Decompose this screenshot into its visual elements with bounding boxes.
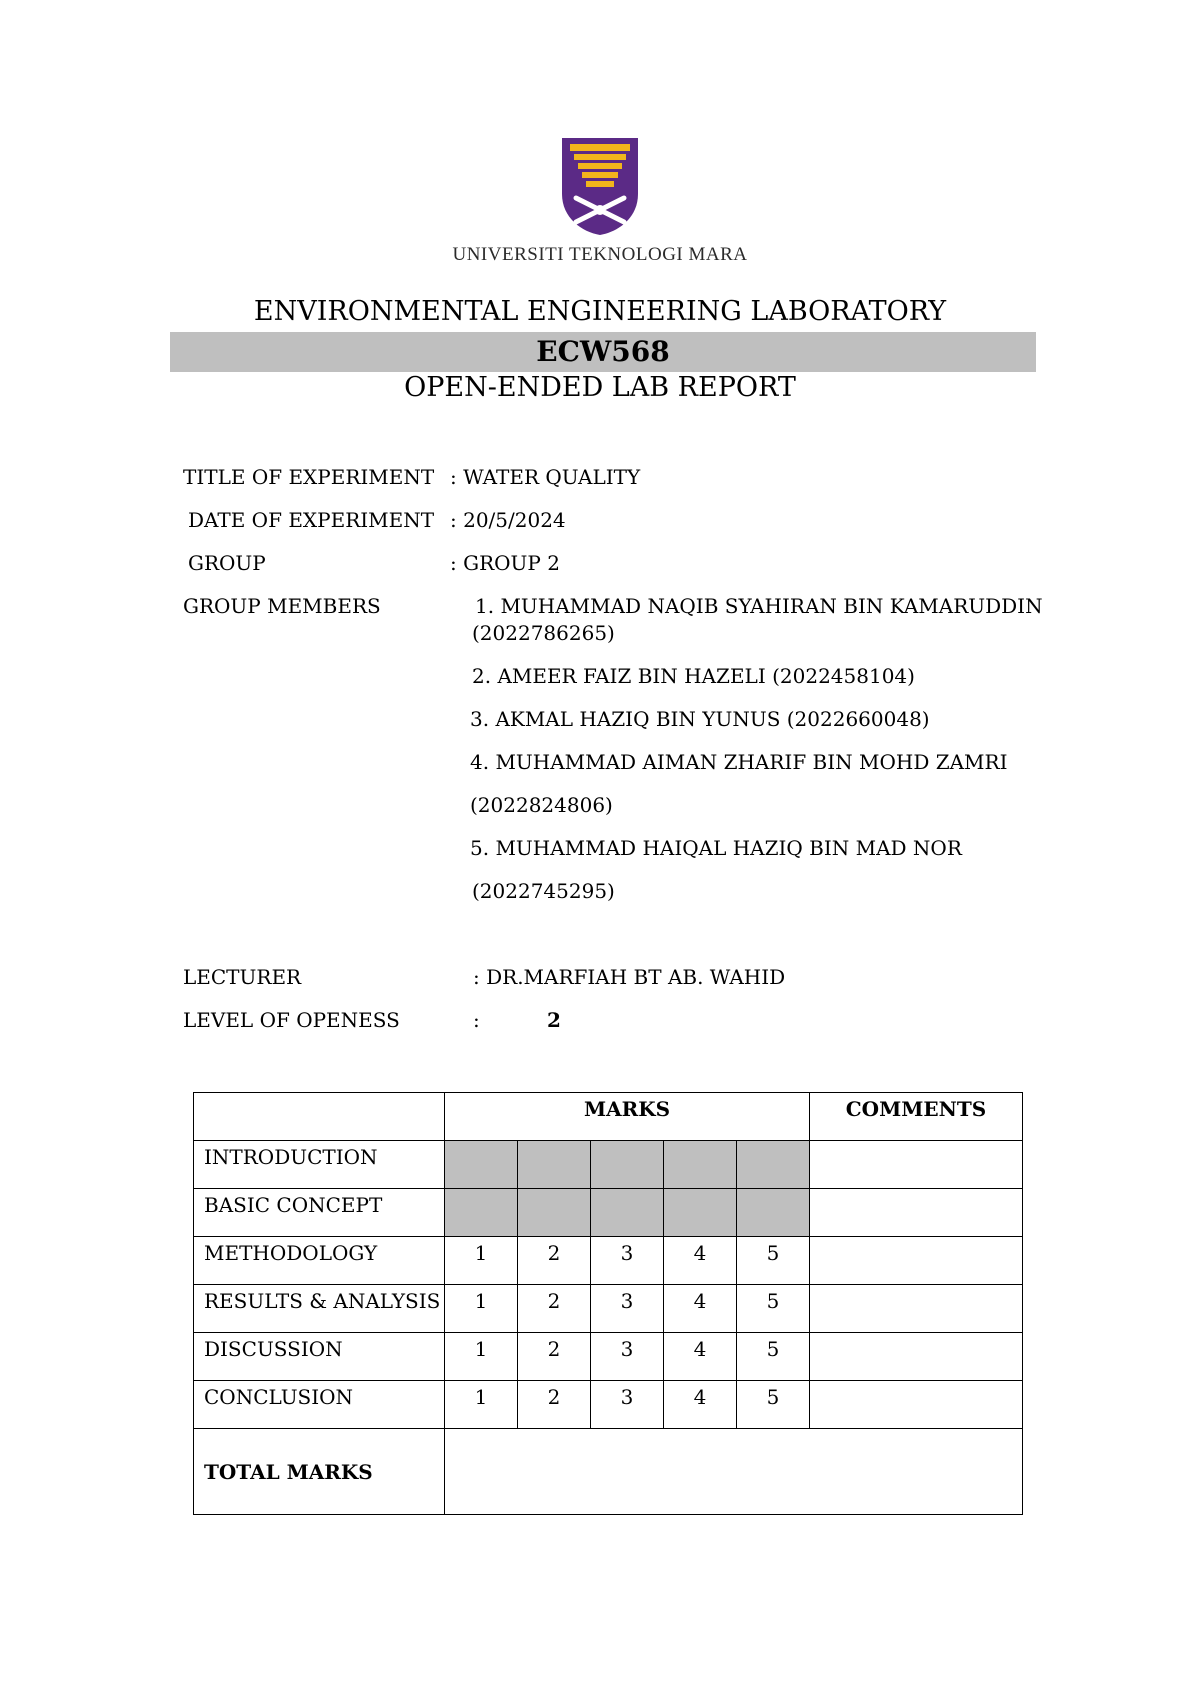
score-cell: 2	[518, 1381, 591, 1429]
group-value: : GROUP 2	[450, 551, 560, 575]
lab-title: ENVIRONMENTAL ENGINEERING LABORATORY	[253, 296, 947, 327]
criterion-label: CONCLUSION	[194, 1381, 445, 1429]
empty-header-cell	[194, 1093, 445, 1141]
date-value: : 20/5/2024	[450, 508, 566, 532]
score-cell: 5	[737, 1237, 810, 1285]
score-cell: 3	[591, 1237, 664, 1285]
total-row	[194, 1429, 1023, 1515]
criterion-label: INTRODUCTION	[194, 1141, 445, 1189]
marks-header: MARKS	[445, 1093, 810, 1141]
table-row	[194, 1141, 1023, 1189]
comment-cell	[810, 1381, 1023, 1429]
table-header-row	[194, 1093, 1023, 1141]
score-cell: 1	[445, 1381, 518, 1429]
member-line: 4. MUHAMMAD AIMAN ZHARIF BIN MOHD ZAMRI	[470, 750, 1008, 774]
table-row	[194, 1237, 1023, 1285]
criterion-label: RESULTS & ANALYSIS	[194, 1285, 445, 1333]
score-cell: 5	[737, 1381, 810, 1429]
members-label: GROUP MEMBERS	[183, 594, 381, 618]
comment-cell	[810, 1285, 1023, 1333]
member-line: 1. MUHAMMAD NAQIB SYAHIRAN BIN KAMARUDDIN	[475, 594, 1043, 618]
table-row	[194, 1189, 1023, 1237]
score-cell: 4	[664, 1285, 737, 1333]
score-cell: 4	[664, 1333, 737, 1381]
score-cell: 4	[664, 1381, 737, 1429]
score-cell: 5	[737, 1333, 810, 1381]
score-cell	[664, 1141, 737, 1189]
score-cell: 1	[445, 1237, 518, 1285]
uitm-crest-icon	[560, 136, 640, 236]
member-line: 2. AMEER FAIZ BIN HAZELI (2022458104)	[472, 664, 915, 688]
table-row	[194, 1333, 1023, 1381]
score-cell	[591, 1189, 664, 1237]
openness-label: LEVEL OF OPENESS	[183, 1008, 400, 1032]
title-value: : WATER QUALITY	[450, 465, 641, 489]
score-cell	[518, 1141, 591, 1189]
member-line: (2022745295)	[472, 879, 615, 903]
score-cell: 3	[591, 1285, 664, 1333]
table-row	[194, 1285, 1023, 1333]
score-cell	[737, 1189, 810, 1237]
score-cell: 2	[518, 1285, 591, 1333]
lecturer-value: : DR.MARFIAH BT AB. WAHID	[473, 965, 786, 989]
member-line: (2022824806)	[470, 793, 613, 817]
university-logo	[0, 136, 1200, 240]
openness-value: 2	[547, 1008, 561, 1032]
comment-cell	[810, 1333, 1023, 1381]
score-cell: 2	[518, 1237, 591, 1285]
comments-header: COMMENTS	[810, 1093, 1023, 1141]
member-line: 5. MUHAMMAD HAIQAL HAZIQ BIN MAD NOR	[470, 836, 962, 860]
course-code: ECW568	[170, 332, 1036, 372]
criterion-label: DISCUSSION	[194, 1333, 445, 1381]
criterion-label: METHODOLOGY	[194, 1237, 445, 1285]
score-cell	[737, 1141, 810, 1189]
criterion-label: BASIC CONCEPT	[194, 1189, 445, 1237]
score-cell	[591, 1141, 664, 1189]
comment-cell	[810, 1189, 1023, 1237]
score-cell: 4	[664, 1237, 737, 1285]
score-cell: 5	[737, 1285, 810, 1333]
total-marks-cell	[445, 1429, 1023, 1515]
university-name: UNIVERSITI TEKNOLOGI MARA	[452, 244, 748, 265]
openness-colon: :	[473, 1008, 480, 1032]
report-title: OPEN-ENDED LAB REPORT	[404, 372, 796, 403]
score-cell: 3	[591, 1333, 664, 1381]
title-label: TITLE OF EXPERIMENT	[183, 465, 435, 489]
score-cell	[445, 1189, 518, 1237]
lecturer-label: LECTURER	[183, 965, 302, 989]
date-label: DATE OF EXPERIMENT	[188, 508, 435, 532]
total-marks-label: TOTAL MARKS	[194, 1429, 445, 1515]
score-cell	[664, 1189, 737, 1237]
score-cell	[518, 1189, 591, 1237]
comment-cell	[810, 1237, 1023, 1285]
score-cell: 1	[445, 1285, 518, 1333]
member-line: (2022786265)	[472, 621, 615, 645]
grading-table	[193, 1092, 1023, 1515]
comment-cell	[810, 1141, 1023, 1189]
score-cell: 1	[445, 1333, 518, 1381]
score-cell	[445, 1141, 518, 1189]
group-label: GROUP	[188, 551, 266, 575]
score-cell: 2	[518, 1333, 591, 1381]
score-cell: 3	[591, 1381, 664, 1429]
member-line: 3. AKMAL HAZIQ BIN YUNUS (2022660048)	[470, 707, 930, 731]
table-row	[194, 1381, 1023, 1429]
